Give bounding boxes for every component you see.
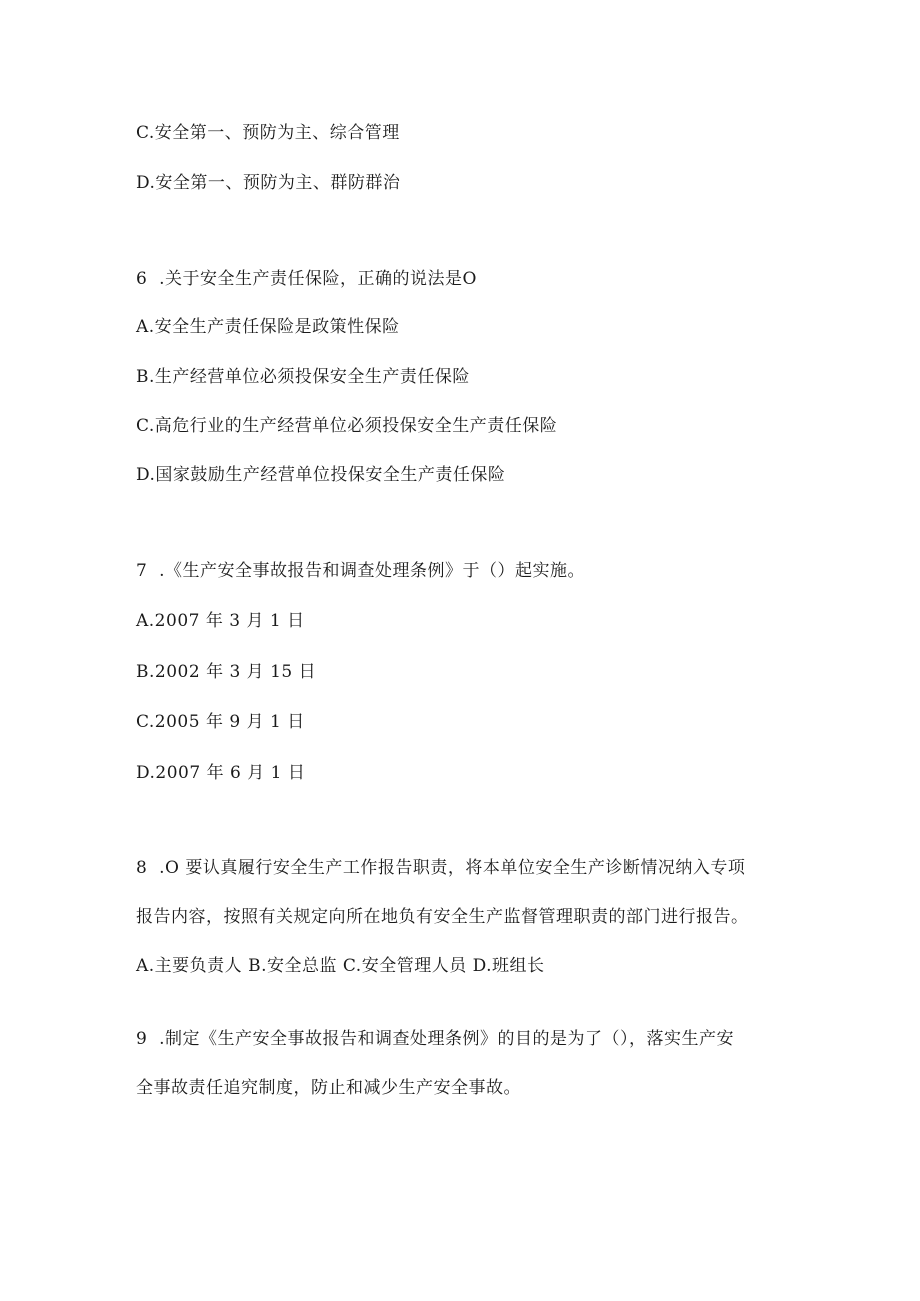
- question-7-option-a: A.2007 年 3 月 1 日: [136, 611, 305, 631]
- question-8-stem-line-2: 报告内容，按照有关规定向所在地负有安全生产监督管理职责的部门进行报告。: [136, 907, 749, 927]
- question-6-option-d: D.国家鼓励生产经营单位投保安全生产责任保险: [136, 465, 506, 485]
- question-7-option-c: C.2005 年 9 月 1 日: [136, 712, 305, 732]
- question-9-stem-line-1: 9 .制定《生产安全事故报告和调查处理条例》的目的是为了（），落实生产安: [136, 1029, 735, 1049]
- option-d-prev: D.安全第一、预防为主、群防群治: [136, 173, 401, 193]
- question-7-option-d: D.2007 年 6 月 1 日: [136, 763, 306, 783]
- question-6-option-c: C.高危行业的生产经营单位必须投保安全生产责任保险: [136, 416, 558, 436]
- question-6-option-a: A.安全生产责任保险是政策性保险: [136, 317, 400, 337]
- question-8-options: A.主要负责人 B.安全总监 C.安全管理人员 D.班组长: [136, 956, 545, 976]
- option-c-prev: C.安全第一、预防为主、综合管理: [136, 123, 400, 143]
- question-8-stem-line-1: 8 .O 要认真履行安全生产工作报告职责，将本单位安全生产诊断情况纳入专项: [136, 858, 746, 878]
- question-6-stem: 6 .关于安全生产责任保险，正确的说法是O: [136, 269, 477, 289]
- question-7-option-b: B.2002 年 3 月 15 日: [136, 662, 317, 682]
- question-7-stem: 7 .《生产安全事故报告和调查处理条例》于（）起实施。: [136, 561, 586, 581]
- question-6-option-b: B.生产经营单位必须投保安全生产责任保险: [136, 367, 470, 387]
- question-9-stem-line-2: 全事故责任追究制度，防止和减少生产安全事故。: [136, 1078, 521, 1098]
